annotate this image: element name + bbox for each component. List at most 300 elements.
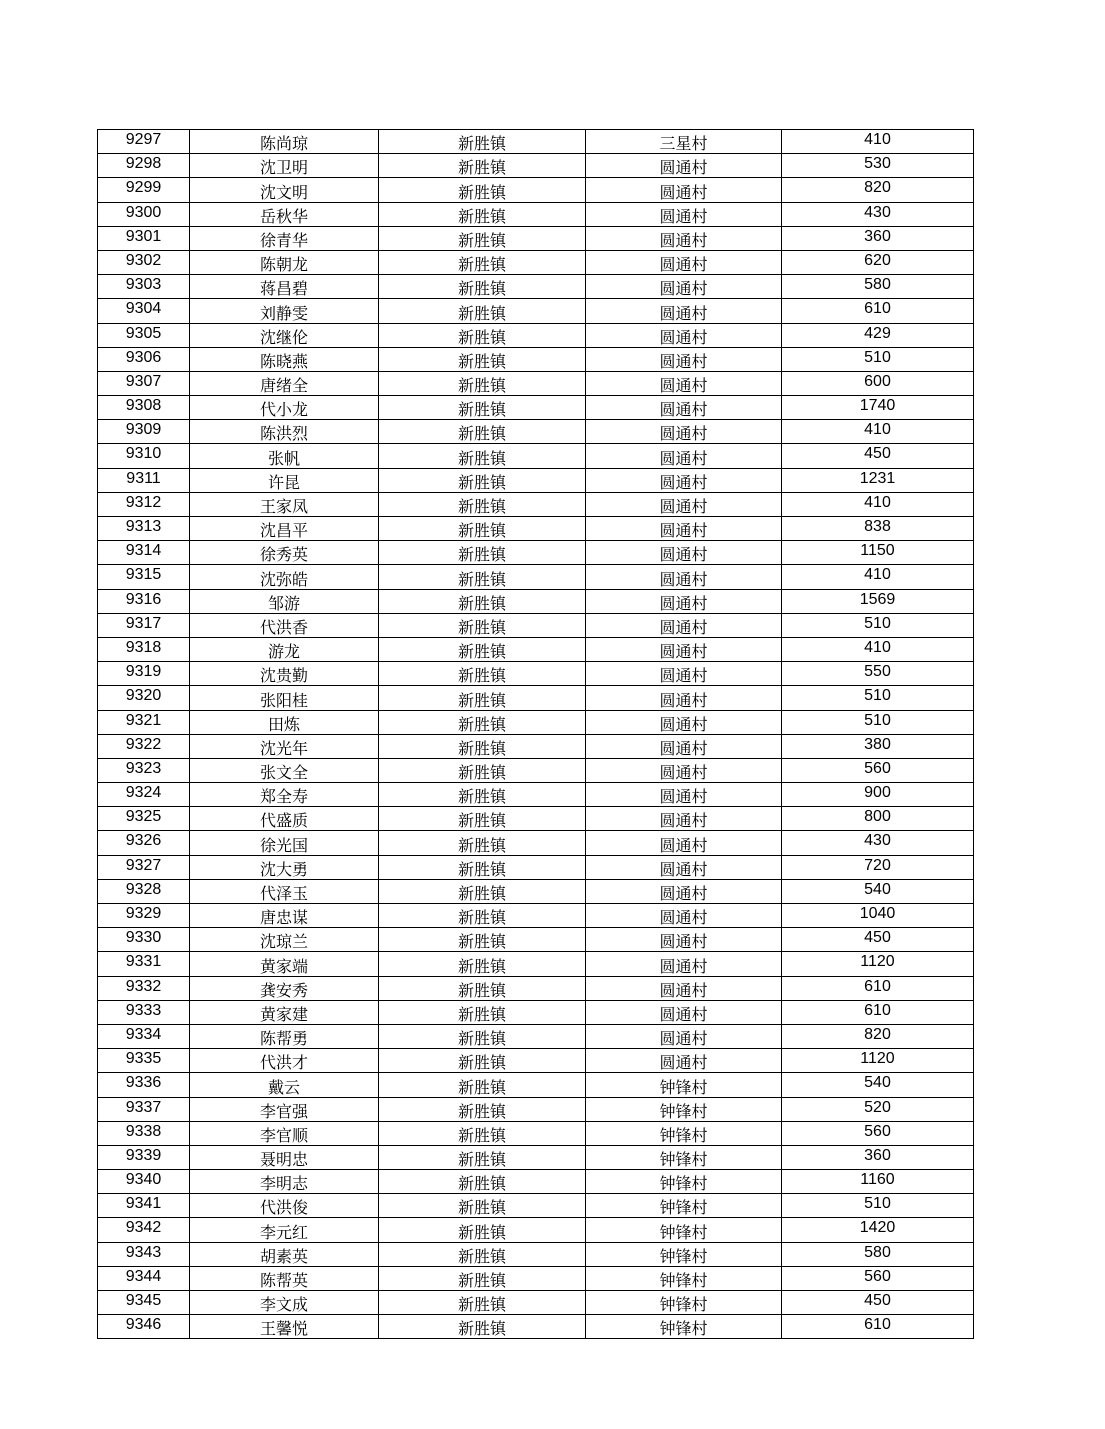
cell-town: 新胜镇 (379, 275, 586, 299)
cell-name: 刘静雯 (190, 299, 379, 323)
cell-amount: 1040 (782, 904, 974, 928)
cell-town: 新胜镇 (379, 250, 586, 274)
cell-name: 陈帮勇 (190, 1024, 379, 1048)
cell-town: 新胜镇 (379, 928, 586, 952)
cell-amount: 1231 (782, 468, 974, 492)
table-row (98, 541, 974, 565)
cell-id: 9345 (98, 1291, 190, 1315)
table-row (98, 928, 974, 952)
cell-name: 陈晓燕 (190, 347, 379, 371)
cell-amount: 510 (782, 686, 974, 710)
cell-id: 9300 (98, 202, 190, 226)
cell-amount: 510 (782, 613, 974, 637)
cell-amount: 450 (782, 1291, 974, 1315)
cell-id: 9334 (98, 1024, 190, 1048)
cell-village: 圆通村 (586, 976, 782, 1000)
cell-name: 聂明忠 (190, 1145, 379, 1169)
table-row (98, 879, 974, 903)
cell-id: 9319 (98, 662, 190, 686)
cell-amount: 1569 (782, 589, 974, 613)
cell-amount: 1160 (782, 1170, 974, 1194)
cell-village: 圆通村 (586, 565, 782, 589)
table-row (98, 299, 974, 323)
table-row (98, 1266, 974, 1290)
cell-name: 沈光年 (190, 734, 379, 758)
cell-amount: 610 (782, 976, 974, 1000)
cell-village: 圆通村 (586, 275, 782, 299)
cell-village: 圆通村 (586, 831, 782, 855)
cell-village: 圆通村 (586, 396, 782, 420)
cell-id: 9346 (98, 1315, 190, 1339)
cell-amount: 360 (782, 1145, 974, 1169)
cell-town: 新胜镇 (379, 1000, 586, 1024)
table-row (98, 1000, 974, 1024)
table-row (98, 1121, 974, 1145)
cell-village: 圆通村 (586, 250, 782, 274)
cell-id: 9344 (98, 1266, 190, 1290)
cell-name: 岳秋华 (190, 202, 379, 226)
cell-amount: 560 (782, 1121, 974, 1145)
data-table (97, 129, 974, 1339)
cell-town: 新胜镇 (379, 855, 586, 879)
cell-town: 新胜镇 (379, 613, 586, 637)
table-row (98, 492, 974, 516)
cell-id: 9342 (98, 1218, 190, 1242)
cell-village: 钟锋村 (586, 1218, 782, 1242)
cell-village: 圆通村 (586, 202, 782, 226)
cell-village: 钟锋村 (586, 1315, 782, 1339)
cell-town: 新胜镇 (379, 686, 586, 710)
cell-village: 圆通村 (586, 662, 782, 686)
cell-name: 胡素英 (190, 1242, 379, 1266)
cell-amount: 1120 (782, 952, 974, 976)
table-row (98, 952, 974, 976)
cell-village: 圆通村 (586, 710, 782, 734)
cell-town: 新胜镇 (379, 396, 586, 420)
cell-id: 9321 (98, 710, 190, 734)
cell-amount: 410 (782, 130, 974, 154)
cell-name: 代盛质 (190, 807, 379, 831)
cell-id: 9335 (98, 1049, 190, 1073)
cell-name: 代泽玉 (190, 879, 379, 903)
cell-village: 钟锋村 (586, 1073, 782, 1097)
table-row (98, 662, 974, 686)
cell-town: 新胜镇 (379, 492, 586, 516)
cell-village: 圆通村 (586, 226, 782, 250)
cell-name: 徐秀英 (190, 541, 379, 565)
cell-village: 钟锋村 (586, 1145, 782, 1169)
cell-amount: 610 (782, 1000, 974, 1024)
cell-village: 圆通村 (586, 783, 782, 807)
cell-amount: 380 (782, 734, 974, 758)
table-row (98, 686, 974, 710)
table-row (98, 904, 974, 928)
cell-name: 代洪才 (190, 1049, 379, 1073)
table-row (98, 1024, 974, 1048)
cell-name: 邹游 (190, 589, 379, 613)
cell-name: 龚安秀 (190, 976, 379, 1000)
cell-id: 9312 (98, 492, 190, 516)
cell-amount: 410 (782, 565, 974, 589)
table-row (98, 710, 974, 734)
cell-id: 9327 (98, 855, 190, 879)
cell-name: 张文全 (190, 758, 379, 782)
cell-town: 新胜镇 (379, 1145, 586, 1169)
cell-town: 新胜镇 (379, 637, 586, 661)
cell-id: 9308 (98, 396, 190, 420)
table-row (98, 1049, 974, 1073)
cell-town: 新胜镇 (379, 710, 586, 734)
cell-amount: 410 (782, 492, 974, 516)
cell-id: 9314 (98, 541, 190, 565)
cell-id: 9299 (98, 178, 190, 202)
cell-name: 徐青华 (190, 226, 379, 250)
cell-town: 新胜镇 (379, 1024, 586, 1048)
cell-village: 圆通村 (586, 855, 782, 879)
cell-name: 陈朝龙 (190, 250, 379, 274)
table-row (98, 202, 974, 226)
cell-amount: 720 (782, 855, 974, 879)
cell-name: 陈洪烈 (190, 420, 379, 444)
cell-town: 新胜镇 (379, 1194, 586, 1218)
cell-name: 沈昌平 (190, 517, 379, 541)
cell-town: 新胜镇 (379, 807, 586, 831)
cell-village: 圆通村 (586, 879, 782, 903)
cell-id: 9338 (98, 1121, 190, 1145)
cell-name: 沈贵勤 (190, 662, 379, 686)
cell-village: 圆通村 (586, 758, 782, 782)
table-row (98, 1170, 974, 1194)
cell-town: 新胜镇 (379, 468, 586, 492)
cell-id: 9339 (98, 1145, 190, 1169)
cell-village: 圆通村 (586, 492, 782, 516)
cell-village: 圆通村 (586, 299, 782, 323)
cell-amount: 560 (782, 1266, 974, 1290)
cell-name: 戴云 (190, 1073, 379, 1097)
cell-village: 圆通村 (586, 686, 782, 710)
cell-id: 9306 (98, 347, 190, 371)
table-row (98, 1073, 974, 1097)
cell-name: 李官强 (190, 1097, 379, 1121)
cell-amount: 820 (782, 1024, 974, 1048)
cell-amount: 430 (782, 202, 974, 226)
table-row (98, 396, 974, 420)
cell-name: 李明志 (190, 1170, 379, 1194)
cell-name: 沈大勇 (190, 855, 379, 879)
cell-town: 新胜镇 (379, 517, 586, 541)
cell-town: 新胜镇 (379, 879, 586, 903)
table-row (98, 1218, 974, 1242)
cell-amount: 1420 (782, 1218, 974, 1242)
cell-village: 钟锋村 (586, 1242, 782, 1266)
table-row (98, 783, 974, 807)
cell-id: 9305 (98, 323, 190, 347)
cell-village: 圆通村 (586, 1000, 782, 1024)
table-row (98, 347, 974, 371)
cell-amount: 520 (782, 1097, 974, 1121)
table-row (98, 1242, 974, 1266)
cell-amount: 1740 (782, 396, 974, 420)
cell-village: 圆通村 (586, 637, 782, 661)
cell-village: 圆通村 (586, 1024, 782, 1048)
cell-name: 张帆 (190, 444, 379, 468)
cell-name: 田炼 (190, 710, 379, 734)
cell-amount: 600 (782, 371, 974, 395)
cell-town: 新胜镇 (379, 662, 586, 686)
table-row (98, 130, 974, 154)
cell-town: 新胜镇 (379, 1291, 586, 1315)
cell-town: 新胜镇 (379, 1097, 586, 1121)
cell-town: 新胜镇 (379, 444, 586, 468)
cell-amount: 620 (782, 250, 974, 274)
cell-name: 许昆 (190, 468, 379, 492)
cell-id: 9343 (98, 1242, 190, 1266)
cell-id: 9298 (98, 154, 190, 178)
table-row (98, 154, 974, 178)
cell-id: 9341 (98, 1194, 190, 1218)
table-body (98, 130, 974, 1339)
cell-village: 圆通村 (586, 952, 782, 976)
table-row (98, 855, 974, 879)
cell-town: 新胜镇 (379, 1218, 586, 1242)
cell-amount: 540 (782, 1073, 974, 1097)
cell-village: 圆通村 (586, 589, 782, 613)
cell-id: 9328 (98, 879, 190, 903)
cell-amount: 900 (782, 783, 974, 807)
cell-id: 9303 (98, 275, 190, 299)
table-row (98, 178, 974, 202)
cell-amount: 430 (782, 831, 974, 855)
cell-name: 黄家建 (190, 1000, 379, 1024)
cell-name: 张阳桂 (190, 686, 379, 710)
cell-name: 陈尚琼 (190, 130, 379, 154)
cell-amount: 450 (782, 444, 974, 468)
cell-amount: 429 (782, 323, 974, 347)
cell-name: 代洪香 (190, 613, 379, 637)
cell-amount: 610 (782, 1315, 974, 1339)
cell-amount: 820 (782, 178, 974, 202)
cell-id: 9313 (98, 517, 190, 541)
cell-name: 李文成 (190, 1291, 379, 1315)
cell-town: 新胜镇 (379, 904, 586, 928)
cell-village: 钟锋村 (586, 1266, 782, 1290)
cell-town: 新胜镇 (379, 541, 586, 565)
cell-name: 沈弥皓 (190, 565, 379, 589)
cell-id: 9324 (98, 783, 190, 807)
cell-name: 王家凤 (190, 492, 379, 516)
cell-town: 新胜镇 (379, 323, 586, 347)
cell-village: 圆通村 (586, 347, 782, 371)
table-row (98, 637, 974, 661)
cell-name: 陈帮英 (190, 1266, 379, 1290)
cell-name: 郑全寿 (190, 783, 379, 807)
cell-town: 新胜镇 (379, 565, 586, 589)
cell-id: 9316 (98, 589, 190, 613)
cell-name: 沈琼兰 (190, 928, 379, 952)
cell-town: 新胜镇 (379, 1121, 586, 1145)
table-row (98, 1194, 974, 1218)
cell-amount: 510 (782, 710, 974, 734)
cell-id: 9310 (98, 444, 190, 468)
cell-name: 王馨悦 (190, 1315, 379, 1339)
cell-amount: 1120 (782, 1049, 974, 1073)
table-row (98, 589, 974, 613)
cell-village: 圆通村 (586, 517, 782, 541)
table-row (98, 468, 974, 492)
cell-village: 圆通村 (586, 371, 782, 395)
cell-village: 圆通村 (586, 807, 782, 831)
cell-id: 9301 (98, 226, 190, 250)
cell-amount: 838 (782, 517, 974, 541)
cell-amount: 510 (782, 347, 974, 371)
cell-village: 钟锋村 (586, 1097, 782, 1121)
table-row (98, 758, 974, 782)
table-row (98, 1145, 974, 1169)
cell-village: 圆通村 (586, 541, 782, 565)
cell-id: 9331 (98, 952, 190, 976)
cell-town: 新胜镇 (379, 420, 586, 444)
table-row (98, 734, 974, 758)
cell-town: 新胜镇 (379, 1266, 586, 1290)
cell-town: 新胜镇 (379, 1170, 586, 1194)
cell-id: 9330 (98, 928, 190, 952)
cell-amount: 540 (782, 879, 974, 903)
cell-amount: 410 (782, 420, 974, 444)
cell-village: 圆通村 (586, 323, 782, 347)
cell-name: 唐忠谋 (190, 904, 379, 928)
cell-id: 9325 (98, 807, 190, 831)
cell-village: 圆通村 (586, 178, 782, 202)
cell-town: 新胜镇 (379, 154, 586, 178)
cell-id: 9318 (98, 637, 190, 661)
cell-village: 圆通村 (586, 444, 782, 468)
cell-town: 新胜镇 (379, 783, 586, 807)
table-row (98, 1315, 974, 1339)
table-row (98, 371, 974, 395)
table-row (98, 1097, 974, 1121)
cell-id: 9323 (98, 758, 190, 782)
table-row (98, 831, 974, 855)
cell-name: 蒋昌碧 (190, 275, 379, 299)
table-row (98, 444, 974, 468)
cell-town: 新胜镇 (379, 589, 586, 613)
cell-village: 圆通村 (586, 734, 782, 758)
cell-id: 9332 (98, 976, 190, 1000)
cell-amount: 800 (782, 807, 974, 831)
cell-village: 圆通村 (586, 1049, 782, 1073)
cell-name: 李官顺 (190, 1121, 379, 1145)
cell-name: 李元红 (190, 1218, 379, 1242)
cell-amount: 1150 (782, 541, 974, 565)
cell-village: 圆通村 (586, 154, 782, 178)
cell-name: 沈卫明 (190, 154, 379, 178)
cell-village: 圆通村 (586, 904, 782, 928)
cell-name: 代洪俊 (190, 1194, 379, 1218)
cell-amount: 530 (782, 154, 974, 178)
cell-id: 9329 (98, 904, 190, 928)
cell-village: 钟锋村 (586, 1121, 782, 1145)
cell-id: 9297 (98, 130, 190, 154)
cell-name: 沈继伦 (190, 323, 379, 347)
table-row (98, 976, 974, 1000)
cell-id: 9317 (98, 613, 190, 637)
cell-name: 黄家端 (190, 952, 379, 976)
cell-amount: 410 (782, 637, 974, 661)
table-row (98, 323, 974, 347)
cell-town: 新胜镇 (379, 1049, 586, 1073)
table-row (98, 226, 974, 250)
cell-village: 圆通村 (586, 928, 782, 952)
cell-village: 三星村 (586, 130, 782, 154)
cell-id: 9315 (98, 565, 190, 589)
cell-id: 9326 (98, 831, 190, 855)
cell-id: 9333 (98, 1000, 190, 1024)
cell-village: 圆通村 (586, 613, 782, 637)
table-row (98, 807, 974, 831)
cell-town: 新胜镇 (379, 202, 586, 226)
cell-village: 圆通村 (586, 468, 782, 492)
cell-id: 9320 (98, 686, 190, 710)
cell-id: 9307 (98, 371, 190, 395)
cell-town: 新胜镇 (379, 178, 586, 202)
table-row (98, 517, 974, 541)
cell-name: 游龙 (190, 637, 379, 661)
table-row (98, 613, 974, 637)
table-row (98, 275, 974, 299)
cell-town: 新胜镇 (379, 371, 586, 395)
cell-town: 新胜镇 (379, 1073, 586, 1097)
cell-id: 9302 (98, 250, 190, 274)
cell-town: 新胜镇 (379, 1315, 586, 1339)
cell-amount: 450 (782, 928, 974, 952)
table-row (98, 565, 974, 589)
table-row (98, 420, 974, 444)
cell-village: 钟锋村 (586, 1194, 782, 1218)
cell-town: 新胜镇 (379, 734, 586, 758)
cell-id: 9322 (98, 734, 190, 758)
cell-town: 新胜镇 (379, 299, 586, 323)
cell-id: 9304 (98, 299, 190, 323)
cell-id: 9309 (98, 420, 190, 444)
cell-town: 新胜镇 (379, 130, 586, 154)
cell-village: 圆通村 (586, 420, 782, 444)
cell-id: 9311 (98, 468, 190, 492)
cell-id: 9337 (98, 1097, 190, 1121)
cell-amount: 360 (782, 226, 974, 250)
cell-name: 代小龙 (190, 396, 379, 420)
cell-town: 新胜镇 (379, 952, 586, 976)
cell-name: 沈文明 (190, 178, 379, 202)
cell-town: 新胜镇 (379, 226, 586, 250)
cell-village: 钟锋村 (586, 1170, 782, 1194)
cell-town: 新胜镇 (379, 976, 586, 1000)
cell-name: 唐绪全 (190, 371, 379, 395)
cell-town: 新胜镇 (379, 831, 586, 855)
cell-amount: 580 (782, 275, 974, 299)
cell-amount: 580 (782, 1242, 974, 1266)
cell-town: 新胜镇 (379, 1242, 586, 1266)
cell-amount: 560 (782, 758, 974, 782)
cell-id: 9340 (98, 1170, 190, 1194)
table-row (98, 250, 974, 274)
cell-amount: 510 (782, 1194, 974, 1218)
cell-town: 新胜镇 (379, 758, 586, 782)
cell-name: 徐光国 (190, 831, 379, 855)
cell-amount: 550 (782, 662, 974, 686)
cell-id: 9336 (98, 1073, 190, 1097)
table-row (98, 1291, 974, 1315)
cell-town: 新胜镇 (379, 347, 586, 371)
